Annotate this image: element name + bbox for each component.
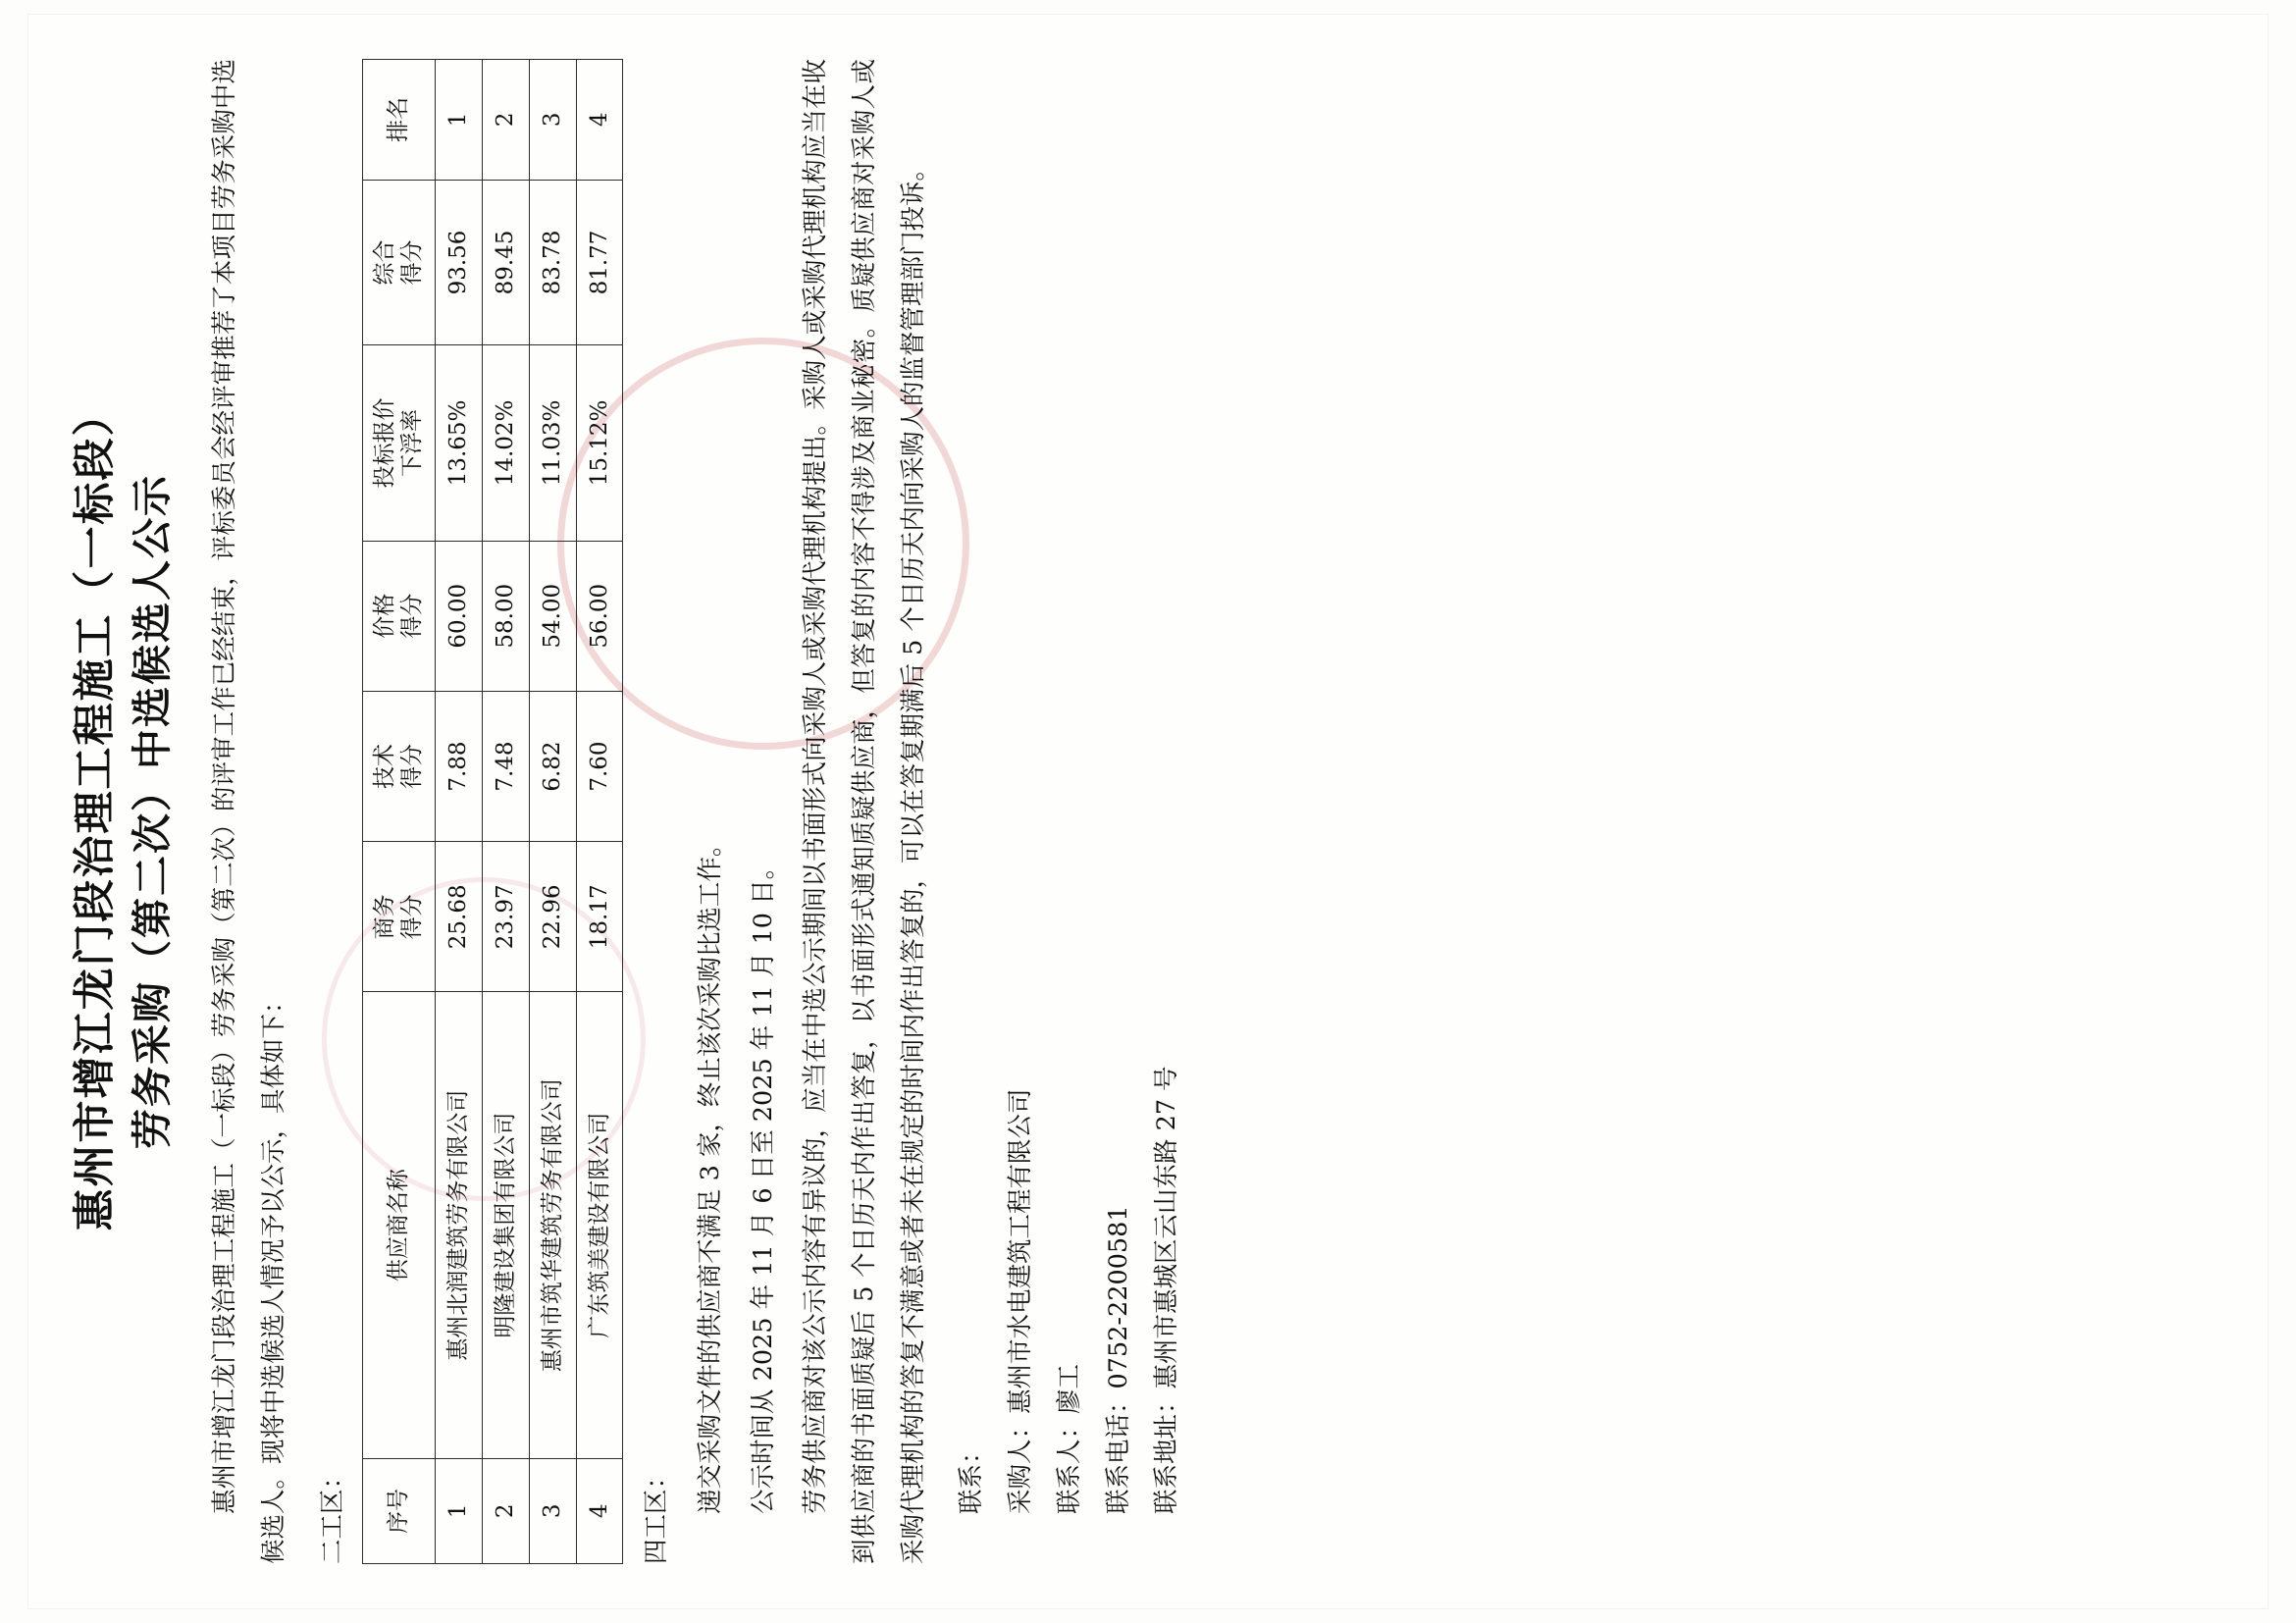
paper-sheet — [27, 14, 2269, 1609]
cell-business-score: 18.17 — [576, 842, 623, 992]
cell-rank: 1 — [436, 60, 483, 181]
cell-supplier: 广东筑美建设有限公司 — [576, 992, 623, 1458]
header-business-score-l1: 商务 — [372, 894, 398, 940]
announcement-document — [27, 14, 2269, 1609]
header-price-score-l2: 得分 — [398, 593, 425, 639]
header-bid-rate-l1: 投标报价 — [372, 397, 398, 489]
header-tech-score-l1: 技术 — [372, 744, 398, 790]
header-tech-score-l2: 得分 — [398, 744, 425, 790]
contact-purchaser-value: 惠州市水电建筑工程有限公司 — [1006, 1088, 1036, 1414]
cell-total-score: 83.78 — [529, 180, 576, 345]
header-supplier: 供应商名称 — [363, 992, 436, 1458]
cell-price-score: 58.00 — [483, 541, 530, 691]
cell-supplier: 惠州市筑华建筑劳务有限公司 — [529, 992, 576, 1458]
table-header-row — [363, 60, 436, 1564]
cell-rank: 3 — [529, 60, 576, 181]
header-business-score — [363, 842, 436, 992]
cell-tech-score: 6.82 — [529, 691, 576, 841]
header-bid-rate — [363, 345, 436, 541]
header-bid-rate-l2: 下浮率 — [398, 408, 425, 477]
cell-total-score: 89.45 — [483, 180, 530, 345]
rotated-content — [27, 14, 2269, 1609]
header-price-score — [363, 541, 436, 691]
section-label-zone4: 四工区： — [642, 1463, 672, 1564]
objection-procedure: 劳务供应商对该公示内容有异议的，应当在中选公示期间以书面形式向采购人或采购代理机构提出。采购人或采购代理机构应当在收到供应商的书面质疑后 5 个日历天内作出答复，以书面形式通知质疑供应商，但答复的内容不得涉及商业秘密。质疑供应商对采购人或采购代理机构的答复不满意或者未在规定的时间内作出答复的，可以在答复期满后 5 个日历天内向采购人的监督管理部门投诉。 — [801, 59, 928, 1564]
cell-bid-rate: 15.12% — [576, 345, 623, 541]
termination-note: 递交采购文件的供应商不满足 3 家，终止该次采购比选工作。 — [695, 831, 725, 1514]
contact-heading: 联系： — [957, 1439, 987, 1514]
cell-supplier: 惠州北润建筑劳务有限公司 — [436, 992, 483, 1458]
document-title-line1: 惠州市增江龙门段治理工程施工（一标段） — [71, 392, 120, 1231]
cell-supplier: 明隆建设集团有限公司 — [483, 992, 530, 1458]
table-row — [483, 60, 530, 1564]
header-price-score-l1: 价格 — [372, 593, 398, 639]
header-rank: 排名 — [363, 60, 436, 181]
cell-price-score: 54.00 — [529, 541, 576, 691]
contact-block — [948, 59, 1192, 1564]
header-business-score-l2: 得分 — [398, 894, 425, 940]
table-row — [576, 60, 623, 1564]
document-title-line2: 劳务采购（第二次）中选候选人公示 — [129, 474, 177, 1149]
header-total-score-l2: 得分 — [398, 239, 425, 286]
cell-tech-score: 7.60 — [576, 691, 623, 841]
contact-person-label: 联系人： — [1054, 1413, 1084, 1514]
contact-address-value: 惠州市惠城区云山东路 27 号 — [1152, 1066, 1182, 1389]
table-row — [529, 60, 576, 1564]
contact-phone-label: 联系电话： — [1103, 1388, 1133, 1514]
intro-paragraph: 惠州市增江龙门段治理工程施工（一标段）劳务采购（第二次）的评审工作已经结束，评标委员会经评审推荐了本项目劳务采购中选候选人。现将中选候选人情况予以公示，具体如下： — [210, 59, 289, 1564]
cell-seq: 2 — [483, 1458, 530, 1563]
cell-rank: 4 — [576, 60, 623, 181]
cell-price-score: 56.00 — [576, 541, 623, 691]
table-row — [436, 60, 483, 1564]
cell-seq: 3 — [529, 1458, 576, 1563]
cell-price-score: 60.00 — [436, 541, 483, 691]
candidate-results-table — [362, 59, 623, 1564]
header-total-score-l1: 综合 — [372, 239, 398, 286]
cell-bid-rate: 13.65% — [436, 345, 483, 541]
cell-total-score: 93.56 — [436, 180, 483, 345]
cell-bid-rate: 14.02% — [483, 345, 530, 541]
header-tech-score — [363, 691, 436, 841]
contact-purchaser-label: 采购人： — [1006, 1413, 1036, 1514]
cell-tech-score: 7.88 — [436, 691, 483, 841]
cell-business-score: 25.68 — [436, 842, 483, 992]
contact-address — [1143, 59, 1192, 1564]
cell-business-score: 23.97 — [483, 842, 530, 992]
contact-purchaser — [997, 59, 1046, 1564]
section-label-zone2: 二工区： — [317, 1463, 347, 1564]
cell-bid-rate: 11.03% — [529, 345, 576, 541]
contact-address-label: 联系地址： — [1152, 1388, 1182, 1514]
cell-tech-score: 7.48 — [483, 691, 530, 841]
cell-total-score: 81.77 — [576, 180, 623, 345]
cell-seq: 4 — [576, 1458, 623, 1563]
notice-period: 公示时间从 2025 年 11 月 6 日至 2025 年 11 月 10 日。 — [748, 854, 778, 1514]
contact-phone — [1095, 59, 1144, 1564]
header-seq: 序号 — [363, 1458, 436, 1563]
header-total-score — [363, 180, 436, 345]
contact-phone-value: 0752-2200581 — [1103, 1205, 1133, 1389]
contact-person-value: 廖工 — [1054, 1363, 1084, 1414]
contact-person — [1046, 59, 1095, 1564]
cell-business-score: 22.96 — [529, 842, 576, 992]
cell-seq: 1 — [436, 1458, 483, 1563]
cell-rank: 2 — [483, 60, 530, 181]
